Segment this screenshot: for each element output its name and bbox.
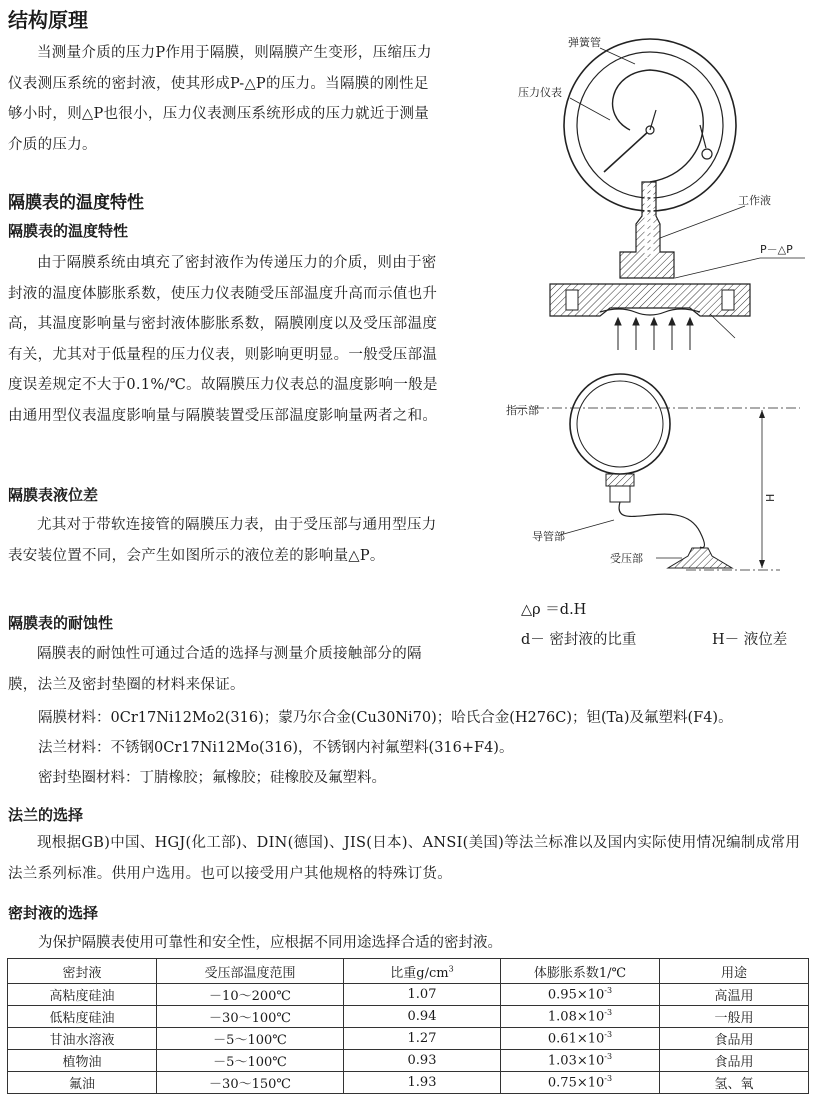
table-header-row (8, 959, 809, 984)
cell-usage: 高温用 (660, 984, 809, 1006)
fluid-paragraph: 为保护隔膜表使用可靠性和安全性，应根据不同用途选择合适的密封液。 (38, 935, 502, 951)
legend-level: H－ 液位差 (712, 632, 788, 648)
label-conduit: 导管部 (532, 530, 565, 543)
level-paragraph: 尤其对于带软连接管的隔膜压力表，由于受压部与通用型压力表安装位置不同，会产生如图所示的液位差的影响量△P。 (8, 517, 437, 564)
cell-fluid: 高粘度硅油 (8, 984, 157, 1006)
level-formula: △ρ ＝d.H (521, 602, 587, 618)
subtitle-temperature: 隔膜表的温度特性 (8, 222, 129, 240)
table-row (8, 1050, 809, 1072)
gauge-inner-ring (577, 52, 723, 198)
cell-temperature: －5～100℃ (157, 1050, 344, 1072)
bourdon-tube (613, 70, 704, 182)
col-usage: 用途 (660, 959, 809, 984)
principle-paragraph: 当测量介质的压力P作用于隔膜，则隔膜产生变形，压缩压力仪表测压系统的密封液，使其形成P-△P的压力。当隔膜的刚性足够小时，则△P也很小，压力仪表测压系统形成的压力就近于测量介质的压力。 (8, 45, 432, 153)
cell-fluid: 低粘度硅油 (8, 1006, 157, 1028)
cell-temperature: －30～100℃ (157, 1006, 344, 1028)
cell-fluid: 甘油水溶液 (8, 1028, 157, 1050)
table-row (8, 1072, 809, 1094)
cell-density: 1.07 (344, 984, 501, 1006)
level-difference-diagram (460, 372, 810, 602)
cell-temperature: －10～200℃ (157, 984, 344, 1006)
flange-paragraph: 现根据GB)中国、HGJ(化工部)、DIN(德国)、JIS(日本)、ANSI(美国)等法兰标准以及国内实际使用情况编制成常用法兰系列标准。供用户选用。也可以接受用户其他规格的特殊订货。 (8, 835, 801, 882)
gasket-materials: 密封垫圈材料：丁腈橡胶；氟橡胶；硅橡胶及氟塑料。 (38, 770, 386, 786)
col-density: 比重$g/cm^3$ (344, 959, 501, 984)
diaphragm (600, 309, 700, 315)
cell-expansion: $1.08\times 10^{-3}$ (501, 1006, 660, 1028)
section-title-temperature: 隔膜表的温度特性 (8, 193, 144, 213)
col-fluid: 密封液 (8, 959, 157, 984)
label-receiver: 受压部 (610, 552, 643, 565)
subtitle-flange: 法兰的选择 (8, 806, 84, 824)
subtitle-level: 隔膜表液位差 (8, 486, 99, 504)
cell-usage: 食品用 (660, 1028, 809, 1050)
cell-fluid: 氟油 (8, 1072, 157, 1094)
label-spring-tube: 弹簧管 (568, 36, 601, 49)
legend-density: d－ 密封液的比重 (521, 632, 637, 648)
subtitle-fluid: 密封液的选择 (8, 904, 99, 922)
corrosion-paragraph: 隔膜表的耐蚀性可通过合适的选择与测量介质接触部分的隔膜，法兰及密封垫圈的材料来保证。 (8, 646, 422, 693)
cell-fluid: 植物油 (8, 1050, 157, 1072)
indicator-gauge (570, 374, 670, 474)
diaphragm-gauge-diagram (460, 20, 810, 360)
table-row (8, 984, 809, 1006)
label-indicator: 指示部 (506, 404, 539, 417)
label-working-fluid: 工作液 (738, 194, 771, 207)
col-temperature: 受压部温度范围 (157, 959, 344, 984)
col-expansion: 体膨胀系数1/℃ (501, 959, 660, 984)
cell-expansion: $0.61\times 10^{-3}$ (501, 1028, 660, 1050)
pressure-arrows (615, 318, 693, 350)
label-height: H (764, 493, 777, 502)
cell-expansion: $1.03\times 10^{-3}$ (501, 1050, 660, 1072)
cell-usage: 氢、氧 (660, 1072, 809, 1094)
cell-temperature: －5～100℃ (157, 1028, 344, 1050)
flange-materials: 法兰材料：不锈钢0Cr17Ni12Mo(316)，不锈钢内衬氟塑料(316+F4)。 (38, 740, 514, 756)
flange-body (550, 284, 750, 316)
label-pressure-gauge: 压力仪表 (518, 86, 562, 99)
cell-expansion: $0.95\times 10^{-3}$ (501, 984, 660, 1006)
cell-density: 1.27 (344, 1028, 501, 1050)
cell-expansion: $0.75\times 10^{-3}$ (501, 1072, 660, 1094)
cell-temperature: －30～150℃ (157, 1072, 344, 1094)
seal-fluid-table (7, 958, 809, 1094)
table-row (8, 1028, 809, 1050)
cell-usage: 一般用 (660, 1006, 809, 1028)
table-row (8, 1006, 809, 1028)
label-pressure-delta: P－△P (760, 243, 793, 256)
cell-density: 0.94 (344, 1006, 501, 1028)
cell-density: 0.93 (344, 1050, 501, 1072)
cell-density: 1.93 (344, 1072, 501, 1094)
section-title-principle: 结构原理 (8, 8, 88, 32)
diaphragm-materials: 隔膜材料：0Cr17Ni12Mo2(316)；蒙乃尔合金(Cu30Ni70)；哈氏合金(H276C)；钽(Ta)及氟塑料(F4)。 (38, 710, 733, 726)
temperature-paragraph: 由于隔膜系统由填充了密封液作为传递压力的介质，则由于密封液的温度体膨胀系数，使压力仪表随受压部温度升高而示值也升高，其温度影响量与密封液体膨胀系数，隔膜刚度以及受压部温度有关，尤其对于低量程的压力仪表，则影响更明显。一般受压部温度误差规定不大于0.1%/℃。故隔膜压力仪表总的温度影响一般是由通用型仪表温度影响量与隔膜装置受压部温度影响量两者之和。 (8, 255, 438, 424)
cell-usage: 食品用 (660, 1050, 809, 1072)
capillary-tube (619, 502, 704, 548)
subtitle-corrosion: 隔膜表的耐蚀性 (8, 614, 114, 632)
gauge-pointer (604, 130, 650, 172)
